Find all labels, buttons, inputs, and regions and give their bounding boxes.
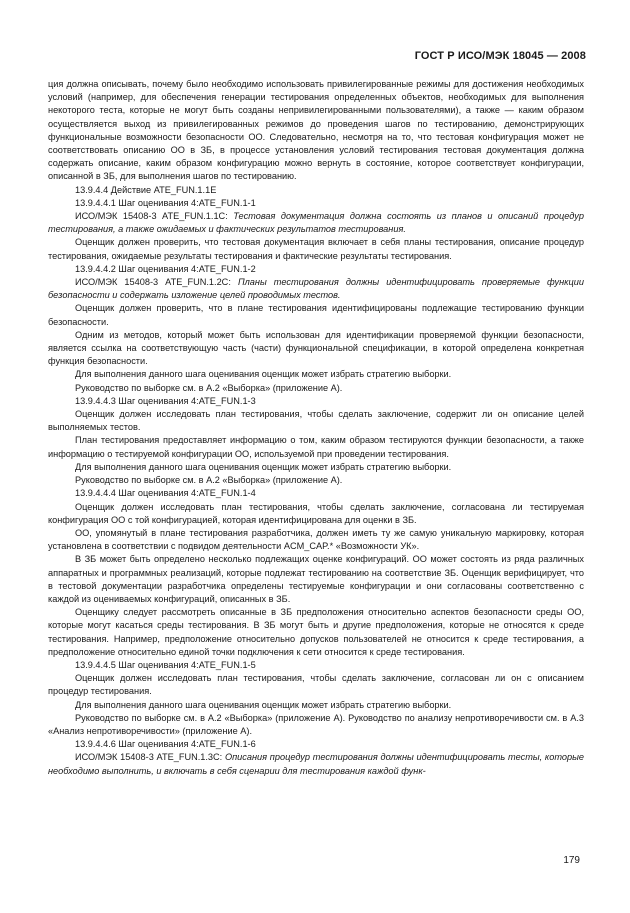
paragraph [48,368,584,381]
paragraph-text: Оценщик должен исследовать план тестирования, чтобы сделать заключение, согласован ли он с описанием процедур тестирования. [48,673,584,697]
document-header: ГОСТ Р ИСО/МЭК 18045 — 2008 [414,50,586,62]
paragraph-text: ция должна описывать, почему было необходимо использовать привилегированные режимы для достижения необходимых условий (например, для обеспечения генерации тестирования определенных объектов, необходимых для выполнения некоторого теста, которые не могут быть созданы непривилегированными пользователями), а также — каким образом осуществляется выход из привилегированных режимов до проведения шагов по тестированию, демонстрирующих функциональные возможности безопасности ОО. Следовательно, несмотря на то, что тестовая конфигурация может не соответствовать описанию ОО в ЗБ, в процессе установления условий тестирования тестовая документация должна содержать описание, каким образом конфигурацию можно вернуть в состояние, которое соответствует конфигурации, описанной в ЗБ, для выполнения шагов по тестированию. [48,79,584,182]
paragraph [48,659,584,672]
paragraph-italic-text: Планы тестирования должны идентифицировать проверяемые функции безопасности и содержать изложение целей проводимых тестов. [48,277,584,301]
paragraph-text: Для выполнения данного шага оценивания оценщик может избрать стратегию выборки. [75,461,452,472]
paragraph-italic-text: Тестовая документация должна состоять из планов и описаний процедур тестирования, а также ожидаемых и фактических результатов тестирования. [48,211,584,235]
paragraph [48,78,584,184]
paragraph [48,553,584,606]
paragraph [48,474,584,487]
page-number: 179 [563,855,580,866]
paragraph [48,395,584,408]
paragraph [48,501,584,527]
paragraph-text: Руководство по выборке см. в А.2 «Выборка» (приложение А). Руководство по анализу непротиворечивости см. в А.3 «Анализ непротиворечивости» (приложение А). [48,712,584,736]
paragraph-text: Одним из методов, который может быть использован для идентификации проверяемой функции безопасности, является ссылка на соответствующую часть (части) функциональной спецификации, в которой определена конкретная функция безопасности. [48,329,584,367]
paragraph-text: Для выполнения данного шага оценивания оценщик может избрать стратегию выборки. [75,369,452,380]
paragraph-text: План тестирования предоставляет информацию о том, каким образом тестируются функции безопасности, а также информацию о тестируемой конфигурации ОО, используемой при проведении тестирования. [48,435,584,459]
paragraph [48,461,584,474]
paragraph [48,434,584,460]
paragraph-text: Руководство по выборке см. в А.2 «Выборка» (приложение А). [75,382,343,393]
paragraph [48,302,584,328]
paragraph [48,738,584,751]
paragraph [48,263,584,276]
paragraph-text: Оценщик должен проверить, что тестовая документация включает в себя планы тестирования, описание процедур тестирования, ожидаемые результаты тестирования и фактические результаты тестирования. [48,237,584,261]
paragraph [48,184,584,197]
paragraph-text: В ЗБ может быть определено несколько подлежащих оценке конфигураций. ОО может состоять из ряда различных аппаратных и программных реализаций, которые подлежат тестированию на соответствие ЗБ. Оценщик верифицирует, что в тестовой документации разработчика определены тестируемые конфигурации и они согласованы соответственно с каждой из оцениваемых конфигураций, описанных в ЗБ. [48,554,584,604]
paragraph-text: 13.9.4.4.2 Шаг оценивания 4:ATE_FUN.1-2 [75,263,256,274]
paragraph [48,527,584,553]
paragraph-text: Оценщику следует рассмотреть описанные в ЗБ предположения относительно аспектов безопасности среды ОО, которые могут касаться среды тестирования. В ЗБ могут быть и другие предположения, которые не относятся к среде тестирования. Например, предположение относительно допусков пользователей не относится к среде тестирования, а предположение относительно единой точки подключения к сети относится к среде тестирования. [48,607,584,657]
paragraph-text: 13.9.4.4.4 Шаг оценивания 4:ATE_FUN.1-4 [75,488,256,499]
paragraph [48,329,584,369]
paragraph-text: 13.9.4.4.5 Шаг оценивания 4:ATE_FUN.1-5 [75,659,256,670]
paragraph-text: ИСО/МЭК 15408-3 ATE_FUN.1.2C: [75,277,238,288]
paragraph [48,712,584,738]
paragraph-text: 13.9.4.4.1 Шаг оценивания 4:ATE_FUN.1-1 [75,197,256,208]
paragraph [48,699,584,712]
paragraph [48,197,584,210]
document-body [48,78,584,778]
paragraph [48,276,584,302]
paragraph-text: Руководство по выборке см. в А.2 «Выборка» (приложение А). [75,475,343,486]
paragraph-text: 13.9.4.4 Действие ATE_FUN.1.1E [75,184,217,195]
paragraph-text: Оценщик должен исследовать план тестирования, чтобы сделать заключение, согласована ли тестируемая конфигурация ОО с той конфигурацией, которая идентифицирована для оценки в ЗБ. [48,501,584,525]
paragraph-text: ИСО/МЭК 15408-3 ATE_FUN.1.1C: [75,211,234,222]
paragraph [48,382,584,395]
paragraph-text: Для выполнения данного шага оценивания оценщик может избрать стратегию выборки. [75,699,452,710]
paragraph [48,606,584,659]
paragraph [48,487,584,500]
paragraph-text: ИСО/МЭК 15408-3 ATE_FUN.1.3C: [75,752,225,763]
paragraph [48,236,584,262]
paragraph-text: ОО, упомянутый в плане тестирования разработчика, должен иметь ту же самую уникальную маркировку, которая установлена в соответствии с подвидом деятельности ACM_CAP.* «Возможности УК». [48,527,584,552]
paragraph [48,672,584,698]
paragraph-italic-text: Описания процедур тестирования должны идентифицировать тесты, которые необходимо выполнить, и включать в себя сценарии для тестирования каждой функ- [48,752,584,776]
paragraph [48,751,584,777]
paragraph [48,210,584,236]
paragraph-text: 13.9.4.4.6 Шаг оценивания 4:ATE_FUN.1-6 [75,739,256,750]
paragraph-text: Оценщик должен исследовать план тестирования, чтобы сделать заключение, содержит ли он описание целей выполняемых тестов. [48,409,584,433]
paragraph-text: 13.9.4.4.3 Шаг оценивания 4:ATE_FUN.1-3 [75,395,256,406]
paragraph [48,408,584,434]
paragraph-text: Оценщик должен проверить, что в плане тестирования идентифицированы подлежащие тестированию функции безопасности. [48,303,584,327]
